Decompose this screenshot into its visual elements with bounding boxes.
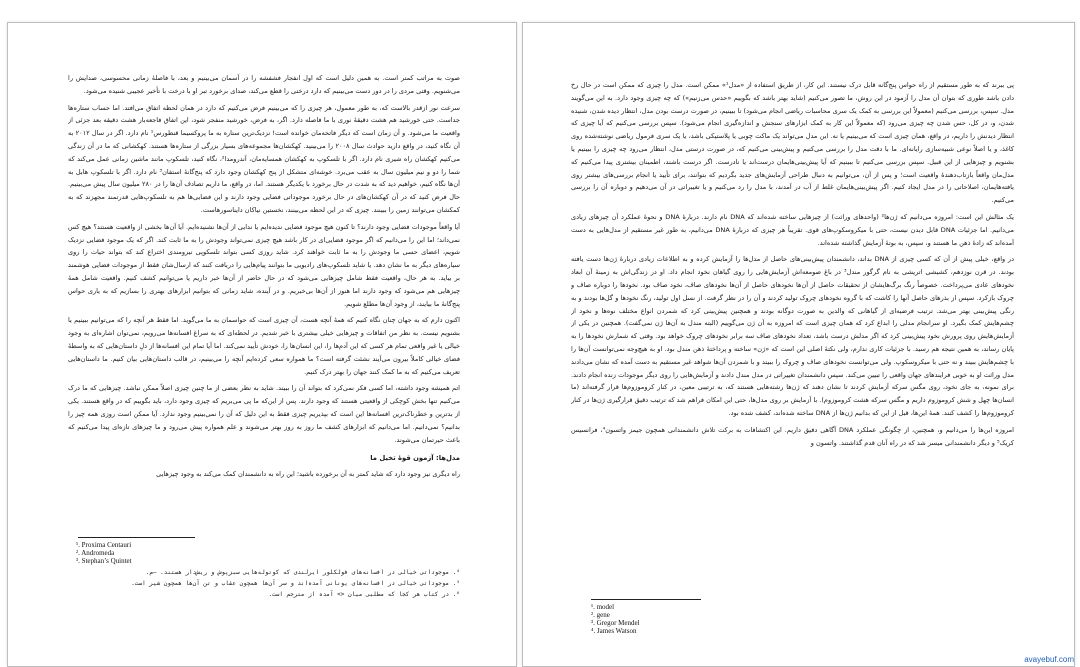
left-paragraph: اتم همیشه وجود داشته، اما کسی فکر نمی‌کرد که بتواند آن را ببیند. شاید به نظر بعضی از ما چنین چیزی اصلاً ممکن نباشد. چیزهایی که ما درک می‌کنیم تنها بخش کوچکی از واقعیتی هستند که وجود دارند. پس از این‌که ما پی می‌بریم که چیزی وجود دارد، باید بگوییم که در واقع هستند. یکی از بدترین و خطرناک‌ترین افسانه‌ها این است که بپذیریم چیزی فقط به این دلیل که آن را نمی‌بینیم وجود ندارد. آیا ممکن است روزی همه چیز را بدانیم؟ نمی‌دانیم. اما می‌دانیم که ابزارهای کشف ما روز به روز بهتر می‌شوند و علم همواره پیش می‌رود و ما چیزهای تازه‌ای پیدا می‌کنیم که باعث حیرتمان می‌شوند. bbox=[68, 384, 460, 444]
right-page-body bbox=[571, 79, 1014, 591]
left-footnotes-latin bbox=[76, 541, 132, 565]
left-paragraph: آیا واقعاً موجودات فضایی وجود دارند؟ تا کنون هیچ موجود فضایی ندیده‌ایم یا ندایی از آن‌ها نشنیده‌ایم. آیا آن‌ها بخشی از واقعیت هستند؟ هیچ کس نمی‌داند؛ اما این را می‌دانیم که اگر موجود فضایی‌ای در کار باشد هیچ چیزی نمی‌تواند وجودش را به ما ثابت کند. اگر که یک موجود فضایی نزدیک شویم، اعضای حسی ما وجودش را به ما ثابت خواهند کرد. شاید روزی کسی بتواند تلسکوپی نیرومندی اختراع کند که بتواند حیات را روی سیاره‌های دیگر به ما نشان دهد. یا شاید تلسکوپ‌های رادیویی ما بتوانند پیام‌هایی را دریافت کنند که ارسال‌شان فقط از موجودات فضایی هوشمند بر بیاید. به هر حال، واقعیت فقط شامل چیزهایی می‌شود که در حال حاضر از آن‌ها خبر داریم یا می‌توانیم کشف کنیم. واقعیت شامل همهٔ چیزهایی هم می‌شود که وجود دارند اما هنوز از آن‌ها بی‌خبریم. و در آینده، شاید زمانی که بتوانیم ابزارهای بهتری را بسازیم که به یاری حواس پنج‌گانهٔ ما بیایند، از وجود آن‌ها مطلع شویم. bbox=[68, 222, 460, 308]
footnote-divider bbox=[591, 599, 701, 600]
footnote-divider bbox=[78, 537, 195, 538]
site-watermark: avayebuf.com bbox=[1024, 655, 1074, 664]
left-paragraph: راه دیگری نیز وجود دارد که شاید کمتر به آن برخورده باشید؛ این راه به دانشمندان کمک می‌کند به وجود چیزهایی bbox=[156, 470, 460, 479]
left-footnotes-persian bbox=[76, 568, 460, 602]
footnote: ³. Stephan’s Quintet bbox=[76, 557, 132, 565]
section-title: مدل‌ها: آزمون قوهٔ تخیل ما bbox=[370, 454, 460, 463]
footnote: ². Andromeda bbox=[76, 549, 115, 557]
right-page bbox=[522, 22, 1075, 667]
left-paragraph: سرعت نور از‌قدر بالاست که، به طور معمول، هر چیزی را که می‌بینیم فرض می‌کنیم که دارد در همان لحظه اتفاق می‌افتد. اما حساب ستاره‌ها جداست. حتی خورشید هم هشت دقیقهٔ نوری با ما فاصله دارد. اگر، به فرض، خورشید منفجر شود، این اتفاق فاجعه‌بار هشت دقیقه بعد جزئی از واقعیت ما می‌شود. و آن زمان است که دیگر فاتحه‌مان خوانده است! نزدیک‌ترین ستاره به ما پروکسیما قنطورس¹ نام دارد. اگر در سال ۲۰۱۲ به آن نگاه کنید، در واقع دارید حوادث سال ۲۰۰۸ را می‌بینید. کهکشان‌ها مجموعه‌های بسیار بزرگی از ستاره‌ها هستند. کهکشانی که ما در آن زندگی می‌کنیم کهکشان راه شیری نام دارد. اگر با تلسکوپ به کهکشان همسایه‌مان، آندرومدا²، نگاه کنید، تلسکوپ مانند ماشین زمانی عمل می‌کند که شما را دو و نیم میلیون سال به عقب می‌برد. خوشه‌ای متشکل از پنج کهکشان وجود دارد که پنج‌گانهٔ استفان³ نام دارد. اگر با تلسکوپ هابل به آن‌ها نگاه کنیم، خواهیم دید که به شدت در حال برخورد با یکدیگر هستند. اما، در واقع، ما داریم تصادف آن‌ها را در ۲۸۰ میلیون سال پیش می‌بینیم. حال فرض کنید که در آن کهکشان‌های در حال برخورد موجوداتی فضایی وجود دارند و این فضایی‌ها هم به تلسکوپ‌هایی قدرتمند مجهزند که به کمکشان می‌توانند زمین را ببینند. چیزی که در این لحظه می‌بینند، نخستین نیاکان دایناسورهاست. bbox=[68, 103, 460, 214]
footnote: ¹. model bbox=[591, 603, 615, 611]
left-page bbox=[7, 22, 517, 667]
right-footnotes-latin bbox=[591, 603, 640, 635]
right-paragraph: پی ببرند که به طور مستقیم از راه حواس پنج‌گانه قابل درک نیستند. این کار، از طریق استفاده از «مدل¹» ممکن است. مدل را چیزی که ممکن است در حال رخ دادن باشد طوری که بتوان آن مدل را آزمود در این روش، ما تصور می‌کنیم (شاید بهتر باشد که بگوییم «حدس می‌زنیم») که چه چیزی وجود دارد. به این می‌گویند مدل. سپس، بررسی می‌کنیم (معمولاً این بررسی به کمک یک سری محاسبات ریاضی انجام می‌شود) تا ببینیم، در صورت درست بودن مدل، انتظار دیده شدن، شنیده شدن، و، در کل، حس شدن چه چیزی می‌رود (که معمولاً این کار به کمک ابزارهای سنجش و اندازه‌گیری انجام می‌شود). سپس بررسی می‌کنیم که آیا چیزی که انتظار دیدنش را داریم، در واقع، همان چیزی است که می‌بینیم یا نه. این مدل می‌تواند یک ماکت چوبی یا پلاستیکی باشد، یا یک سری فرمول ریاضی نوشته‌شده روی کاغذ، و یا اصلاً نوعی شبیه‌سازی رایانه‌ای. ما با دقت مدل را بررسی می‌کنیم و پیش‌بینی می‌کنیم که، در صورت درستی مدل، انتظار می‌رود چه چیزی را ببینیم یا بشنویم و چیزهایی از این قبیل. سپس بررسی می‌کنیم تا ببینیم که آیا پیش‌بینی‌هایمان درست‌اند یا نادرست. اگر درست باشند، اطمینان بیشتری پیدا می‌کنیم که مدل‌مان واقعاً بازتاب‌دهندهٔ واقعیت است؛ و پس از آن، می‌توانیم به دنبال طراحی آزمایش‌های جدید بگردیم که بتوانند، برای تأیید یا انجام بررسی‌های بیشتر روی یافته‌هایمان، اصلاحاتی را در مدل ایجاد کنیم. اگر پیش‌بینی‌هایمان غلط از آب در آمدند، با مدل را رد می‌کنیم و یا تغییراتی در آن می‌دهیم و دوباره آن را بررسی می‌کنیم. bbox=[571, 81, 1014, 205]
left-paragraph: صوت به مراتب کمتر است. به همین دلیل است که اول انفجار فشفشه را در آسمان می‌بینیم و بعد، با فاصلهٔ زمانی محسوسی، صدایش را می‌شنویم. وقتی مردی را در دور دست می‌بینیم که دارد درختی را قطع می‌کند، صدای برخورد تبر او با درخت با تأخیر عجیبی شنیده می‌شود. bbox=[68, 74, 460, 95]
right-paragraph: یک مثالش این است: امروزه می‌دانیم که ژن‌ها² (واحدهای وراثت) از چیزهایی ساخته شده‌اند که DNA نام دارند. دربارهٔ DNA و نحوهٔ عملکرد آن چیزهای زیادی می‌دانیم. اما جزئیات DNA قابل دیدن نیست، حتی با میکروسکوپ‌های قوی. تقریباً هر چیزی که دربارهٔ DNA می‌دانیم، به طور غیر مستقیم از مدل‌هایی به دست آمده‌اند که زادهٔ ذهن ما هستند و، سپس، به بوتهٔ آزمایش گذاشته شده‌اند. bbox=[571, 212, 1014, 247]
footnote: ⁶. در کتاب هر کجا که مطلبی میان <> آمده از مترجم است. bbox=[268, 591, 460, 599]
footnote: ³. Gregor Mendel bbox=[591, 619, 640, 627]
right-paragraph: امروزه این‌ها را می‌دانیم و، همچنین، از چگونگی عملکرد DNA آگاهی دقیق داریم. این اکتشافات به برکت تلاش دانشمندانی همچون جیمز واتسون⁴، فرانسیس کریک⁵ و دیگر دانشمندانی میسر شد که در راه آنان قدم گذاشتند. واتسون و bbox=[571, 425, 1014, 447]
left-page-body bbox=[68, 72, 460, 552]
footnote: ⁵. موجوداتی خیالی در افسانه‌های یونانی آمده‌اند و سر آن‌ها همچون عقاب و تن آن‌ها همچون شیر است. bbox=[131, 580, 460, 588]
footnote: ¹. Proxima Centauri bbox=[76, 541, 132, 549]
footnote: ². gene bbox=[591, 611, 610, 619]
right-paragraph: در واقع، خیلی پیش از آن که کسی چیزی از DNA بداند، دانشمندان پیش‌بینی‌های حاصل از مدل‌ها را آزمایش کرده و به اطلاعات زیادی دربارهٔ ژن‌ها دست یافته بودند. در قرن نوزدهم، کشیشی اتریشی به نام گرگور مندل³ در باغ صومعه‌اش آزمایش‌هایی را روی گیاهان نخود انجام داد. او در زندگی‌اش به زمینهٔ آن ابعاد نخودهای عادی می‌پرداخت. خصوصاً رنگ برگ‌هایشان از تحقیقات حاصل از آن‌ها نخودهای حاصل از آن‌ها نخودهای صاف، نخود صاف بود. نخود‌ها را دوباره صاف و چروک بازکرد. سپس از بذرهای حاصل آنها را کاشت که با گروه نخودهای چروک تولید کردند و آن را در نظر گرفت. از نسل اول تولید، رنگ نخود‌ها و گل‌ها بودند و به رنگی پیش‌بینی بهتر می‌شد. ترتیب فرضیه‌ای از گیاهانی که والدین به صورت دوگانه بودند و همچنین پیش‌بینی کرد که شمردن انواع مختلف نوه‌ها و نخود از چشم‌هایش کمک بگیرد. او سرانجام مدلی را ابداع کرد که همان چیزی است که امروزه به آن ژن می‌گوییم (البته مندل به آن‌ها ژن نمی‌گفت). همچنین در یکی از آزمایش‌هایش روی پرورش نخود پیش‌بینی کرد که اگر مدلش درست باشد، تعداد نخودهای صاف سه برابر نخودهای چروک خواهد بود. وقتی که شمارش نخودها را به پایان رساند، به همین نتیجه هم رسید. با جزئیات کاری ندارم، ولی نکتهٔ اصلی این است که «ژن» ساخته و پرداختهٔ ذهن مندل بود. او به هیچ‌وجه نمی‌توانست آن‌ها را با چشم‌هایش ببیند و نه حتی با میکروسکوپ. ولی می‌توانست نخودهای صاف و چروک را ببیند و با شمردن آن‌ها شواهد غیر مستقیم به دست آمده که نشان می‌دادند مدل وراثت او به خوبی فرایندهای جهان واقعی را تبیین می‌کند. سپس دانشمندان تغییراتی در مدل مندل دادند و آزمایش‌هایی را روی دیگر موجودات زنده انجام دادند. برای نمونه، به جای نخود، روی مگس سرکه آزمایش کردند تا نشان دهند که ژن‌ها رشته‌هایی هستند که، به ترتیبی معین، در کنار کروموزوم‌ها قرار گرفته‌اند (ما انسان‌ها چهل و شش کروموزوم داریم و مگس سرکه هشت کروموزوم). با آزمایش بر روی مدل‌ها، حتی این امکان فراهم شد که ترتیب دقیق قرارگیری ژن‌ها در کنار کروموزوم‌ها را کشف کنند. همهٔ این‌ها، قبل از این که بدانیم ژن‌ها از DNA ساخته شده‌اند، کشف شده بود. bbox=[571, 255, 1014, 417]
footnote: ⁴. James Watson bbox=[591, 627, 637, 635]
left-paragraph: اکنون دارم که به جهان چنان نگاه کنیم که همهٔ آنچه هست، آن چیزی است که حواسمان به ما می‌گوید. اما فقط هر آنچه را که می‌توانیم ببینیم یا بشنویم نیست. به نظر من اتفاقات و چیزهایی خیلی بیشتری با خبر شدیم. در لحظه‌ای که به سراغ افسانه‌ها می‌رویم، نمی‌توان اشاره‌ای به وجود خیالی یا غیر واقعی تمام هر کسی که این آدم‌ها را، این انسان‌ها را، خودش تأیید نمی‌کند. اما آیا تمام این افسانه‌ها از دلِ داستان‌هایی که به واسطهٔ فضای خیالی کاملاً بیرون می‌آیند نشئت گرفته است؟ ما همواره سعی کرده‌ایم آنچه را می‌بینیم، در قالب داستان‌هایی بیان کنیم. ما داستان‌هایی تعریف می‌کنیم که به ما کمک کنند جهان را بهتر درک کنیم. bbox=[68, 316, 460, 376]
footnote: ⁴. موجوداتی خیالی در افسانه‌های فولکلور ایرلندی که کوتوله‌هایی سبزپوش و ریش‌دار هستند. —م. bbox=[145, 569, 460, 576]
